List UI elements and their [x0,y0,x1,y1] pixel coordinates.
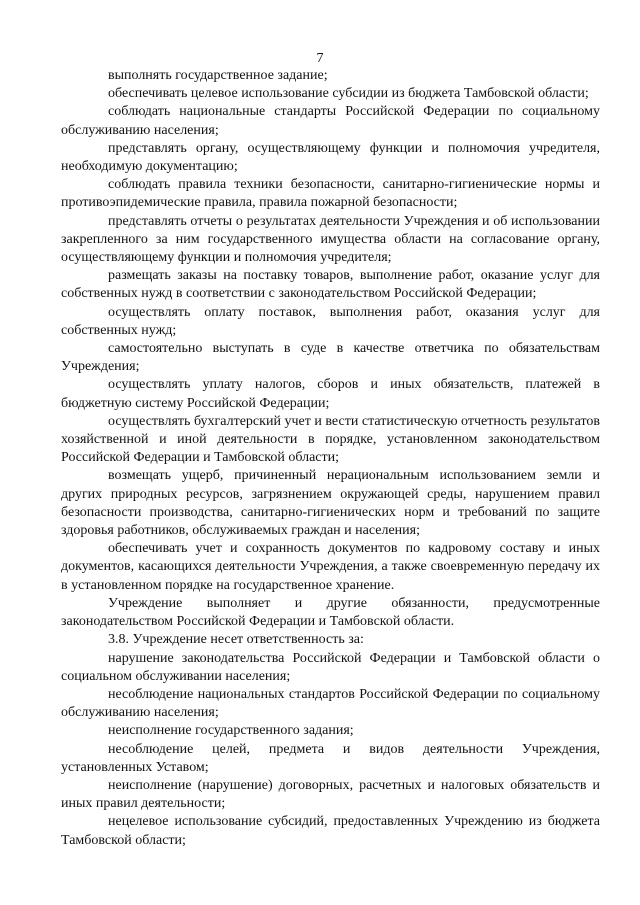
paragraph: нецелевое использование субсидий, предоставленных Учреждению из бюджета Тамбовской области; [61,814,600,848]
paragraph: возмещать ущерб, причиненный нерациональным использованием земли и других природных ресурсов, загрязнением окружающей среды, нарушением правил безопасности производства, санитарно-гигиенических норм и требований по защите здоровья работников, обслуживаемых граждан и населения; [61,468,600,539]
paragraph: несоблюдение национальных стандартов Российской Федерации по социальному обслуживанию населения; [61,686,600,721]
document-body [61,67,600,850]
paragraph: неисполнение (нарушение) договорных, расчетных и налоговых обязательств и иных правил деятельности; [61,777,600,812]
paragraph: осуществлять бухгалтерский учет и вести статистическую отчетность результатов хозяйственной и иной деятельности в порядке, установленном законодательством Российской Федерации и Тамбовской области; [61,413,600,466]
paragraph: обеспечивать целевое использование субсидии из бюджета Тамбовской области; [108,86,589,102]
paragraph: соблюдать национальные стандарты Российской Федерации по социальному обслуживанию населения; [61,104,600,138]
paragraph: неисполнение государственного задания; [108,723,354,739]
paragraph: обеспечивать учет и сохранность документов по кадровому составу и иных документов, касающихся деятельности Учреждения, а также своевременную передачу их в установленном порядке на государственное хранение. [61,541,600,593]
paragraph: соблюдать правила техники безопасности, санитарно-гигиенические нормы и противоэпидемические правила, правила пожарной безопасности; [61,177,600,211]
paragraph: самостоятельно выступать в суде в качестве ответчика по обязательствам Учреждения; [61,341,600,375]
paragraph: осуществлять уплату налогов, сборов и иных обязательств, платежей в бюджетную систему Российской Федерации; [61,377,600,411]
paragraph: несоблюдение целей, предмета и видов деятельности Учреждения, установленных Уставом; [61,741,600,775]
paragraph: выполнять государственное задание; [108,68,328,83]
section-heading: 3.8. Учреждение несет ответственность за: [108,632,364,648]
paragraph: Учреждение выполняет и другие обязанности, предусмотренные законодательством Российской Федерации и Тамбовской области. [61,595,600,630]
paragraph: представлять органу, осуществляющему функции и полномочия учредителя, необходимую документацию; [61,140,600,175]
paragraph: размещать заказы на поставку товаров, выполнение работ, оказание услуг для собственных нужд в соответствии с законодательством Российской Федерации; [61,268,600,302]
page-number: 7 [316,51,324,66]
paragraph: осуществлять оплату поставок, выполнения работ, оказания услуг для собственных нужд; [61,304,600,338]
paragraph: нарушение законодательства Российской Федерации и Тамбовской области о социальном обслуживании населения; [61,650,600,684]
paragraph: представлять отчеты о результатах деятельности Учреждения и об использовании закрепленного за ним государственного имущества области на согласование органу, осуществляющему функции и полномочия учредителя; [61,213,600,266]
